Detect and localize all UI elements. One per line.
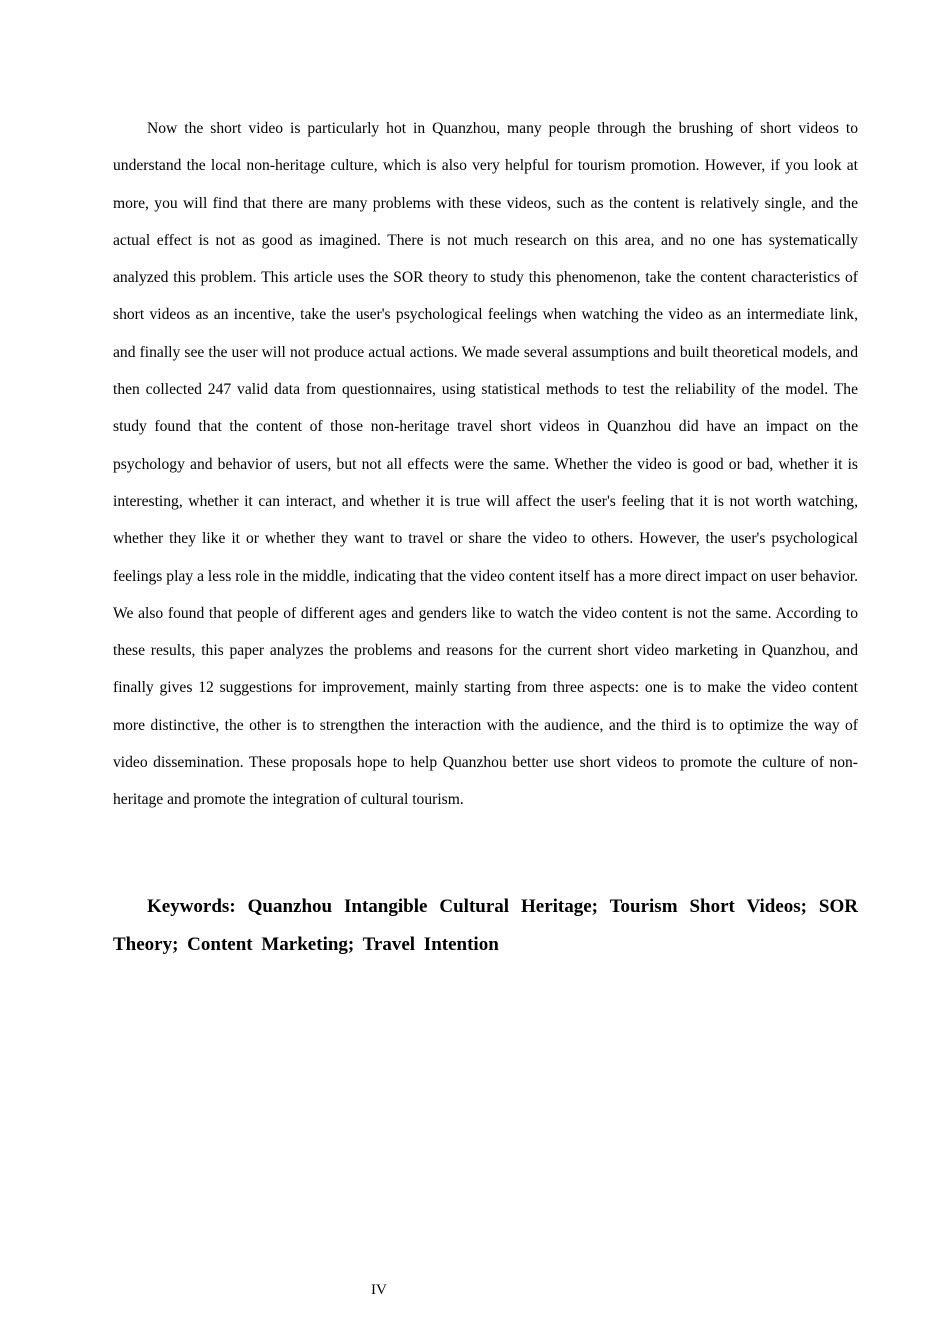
page-number: IV: [371, 1282, 387, 1298]
abstract-paragraph: Now the short video is particularly hot in Quanzhou, many people through the brushing of short videos to understand the local non-heritage culture, which is also very helpful for tourism promotion. However, if you look at more, you will find that there are many problems with these videos, such as the content is relatively single, and the actual effect is not as good as imagined. There is not much research on this area, and no one has systematically analyzed this problem. This article uses the SOR theory to study this phenomenon, take the content characteristics of short videos as an incentive, take the user's psychological feelings when watching the video as an intermediate link, and finally see the user will not produce actual actions. We made several assumptions and built theoretical models, and then collected 247 valid data from questionnaires, using statistical methods to test the reliability of the model. The study found that the content of those non-heritage travel short videos in Quanzhou did have an impact on the psychology and behavior of users, but not all effects were the same. Whether the video is good or bad, whether it is interesting, whether it can interact, and whether it is true will affect the user's feeling that it is not worth watching, whether they like it or whether they want to travel or share the video to others. However, the user's psychological feelings play a less role in the middle, indicating that the video content itself has a more direct impact on user behavior. We also found that people of different ages and genders like to watch the video content is not the same. According to these results, this paper analyzes the problems and reasons for the current short video marketing in Quanzhou, and finally gives 12 suggestions for improvement, mainly starting from three aspects: one is to make the video content more distinctive, the other is to strengthen the interaction with the audience, and the third is to optimize the way of video dissemination. These proposals hope to help Quanzhou better use short videos to promote the culture of non-heritage and promote the integration of cultural tourism.: [113, 120, 858, 809]
keywords-line: Keywords: Quanzhou Intangible Cultural Heritage; Tourism Short Videos; SOR Theory; Content Marketing; Travel Intention: [113, 896, 858, 955]
